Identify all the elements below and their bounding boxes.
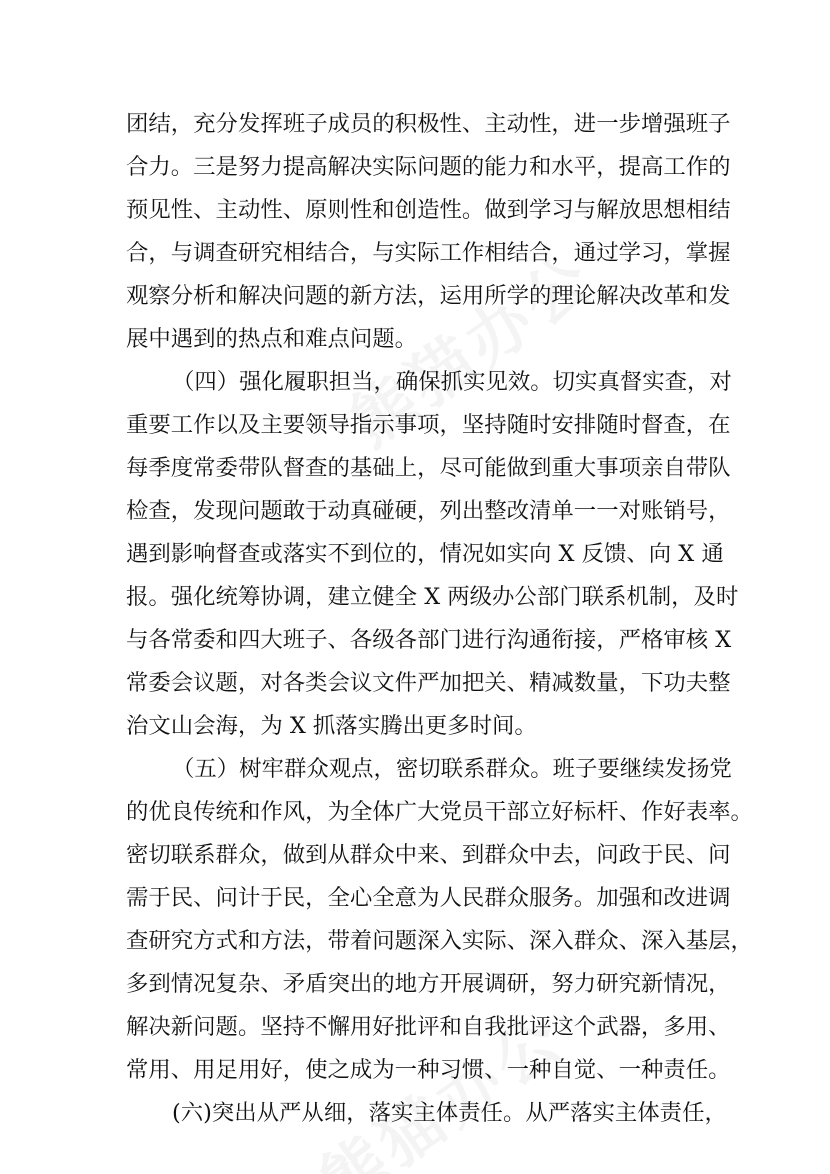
body-text-line: 重要工作以及主要领导指示事项，坚持随时安排随时督查，在 bbox=[126, 412, 731, 438]
paragraph-heading-line: （五）树牢群众观点，密切联系群众。班子要继续发扬党 bbox=[172, 756, 732, 782]
body-text-line: 与各常委和四大班子、各级各部门进行沟通衔接，严格审核 X bbox=[126, 627, 732, 653]
body-text-line: 常委会议题，对各类会议文件严加把关、精减数量，下功夫整 bbox=[126, 670, 731, 696]
body-text-line: 解决新问题。坚持不懈用好批评和自我批评这个武器，多用、 bbox=[126, 1014, 731, 1040]
body-text-line: 检查，发现问题敢于动真碰硬，列出整改清单一一对账销号， bbox=[126, 498, 731, 524]
body-text-line: 合力。三是努力提高解决实际问题的能力和水平，提高工作的 bbox=[126, 154, 731, 180]
body-text-line: 合，与调查研究相结合，与实际工作相结合，通过学习，掌握 bbox=[126, 240, 731, 266]
body-text-line: 每季度常委带队督查的基础上，尽可能做到重大事项亲自带队 bbox=[126, 455, 731, 481]
body-text-line: 查研究方式和方法，带着问题深入实际、深入群众、深入基层， bbox=[126, 928, 753, 954]
body-text-line: 多到情况复杂、矛盾突出的地方开展调研，努力研究新情况， bbox=[126, 971, 731, 997]
body-text-line: 预见性、主动性、原则性和创造性。做到学习与解放思想相结 bbox=[126, 197, 731, 223]
body-text-line: 常用、用足用好，使之成为一种习惯、一种自觉、一种责任。 bbox=[126, 1057, 731, 1083]
paragraph-heading-line: (六)突出从严从细，落实主体责任。从严落实主体责任， bbox=[172, 1100, 727, 1126]
body-text-line: 密切联系群众，做到从群众中来、到群众中去，问政于民、问 bbox=[126, 842, 731, 868]
body-text-line: 展中遇到的热点和难点问题。 bbox=[126, 326, 418, 352]
body-text-line: 报。强化统筹协调，建立健全 X 两级办公部门联系机制，及时 bbox=[126, 584, 739, 610]
body-text-line: 的优良传统和作风，为全体广大党员干部立好标杆、作好表率。 bbox=[126, 799, 753, 825]
body-text-line: 遇到影响督查或落实不到位的，情况如实向 X 反馈、向 X 通 bbox=[126, 541, 724, 567]
paragraph-heading-line: （四）强化履职担当，确保抓实见效。切实真督实查，对 bbox=[172, 369, 732, 395]
body-text-line: 治文山会海，为 X 抓落实腾出更多时间。 bbox=[126, 713, 537, 739]
body-text-line: 团结，充分发挥班子成员的积极性、主动性，进一步增强班子 bbox=[126, 111, 731, 137]
body-text-line: 需于民、问计于民，全心全意为人民群众服务。加强和改进调 bbox=[126, 885, 731, 911]
body-text-line: 观察分析和解决问题的新方法，运用所学的理论解决改革和发 bbox=[126, 283, 731, 309]
